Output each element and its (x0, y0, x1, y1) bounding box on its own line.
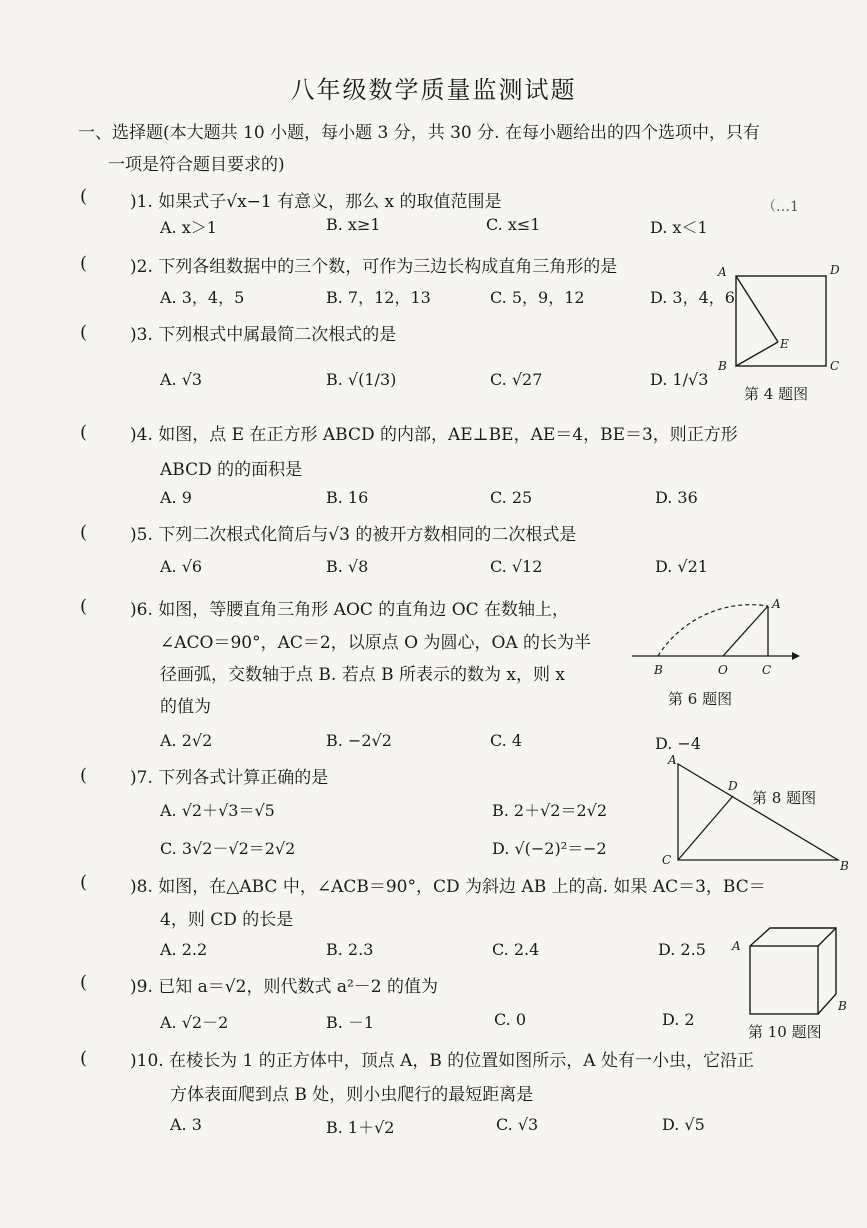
option-b: B. 7，12，13 (326, 288, 431, 307)
answer-paren: ( (80, 872, 88, 893)
question-1 (130, 187, 502, 212)
option-c: C. 3√2－√2＝2√2 (160, 839, 296, 858)
option-c: C. √12 (490, 557, 543, 576)
option-c: C. 0 (494, 1010, 527, 1029)
label-a: A (718, 265, 727, 279)
label-c: C (762, 663, 772, 677)
question-3 (130, 320, 396, 345)
figure-8-caption: 第 8 题图 (752, 789, 817, 807)
option-d: D. 2.5 (658, 940, 706, 959)
answer-paren: ( (80, 596, 88, 617)
label-b: B (654, 663, 663, 677)
option-a: A. 3 (170, 1115, 202, 1134)
question-text: 下列二次根式化简后与√3 的被开方数相同的二次根式是 (158, 525, 577, 545)
answer-paren: ( (80, 322, 88, 343)
label-b: B (840, 859, 849, 873)
question-text-cont: ABCD 的的面积是 (160, 460, 303, 480)
question-number: )4. (130, 425, 153, 445)
option-a: A. 2.2 (160, 940, 208, 959)
question-text-cont: 径画弧，交数轴于点 B. 若点 B 所表示的数为 x，则 x (160, 665, 565, 685)
page-title: 八年级数学质量监测试题 (290, 76, 577, 104)
option-b: B. 1＋√2 (326, 1118, 395, 1137)
figure-10-caption: 第 10 题图 (748, 1023, 822, 1041)
question-text: 已知 a＝√2，则代数式 a²－2 的值为 (158, 977, 439, 997)
question-7 (130, 763, 328, 788)
option-b: B. 2.3 (326, 940, 374, 959)
option-b: B. √(1/3) (326, 370, 397, 389)
question-number: )8. (130, 877, 153, 897)
label-d: D (830, 263, 840, 277)
option-d: D. 36 (655, 488, 698, 507)
label-b: B (718, 359, 727, 373)
option-b: B. √8 (326, 557, 369, 576)
figure-6-numberline (628, 590, 798, 680)
option-a: A. x＞1 (160, 218, 217, 237)
figure-10-cube (728, 920, 853, 1020)
question-text-cont: 方体表面爬到点 B 处，则小虫爬行的最短距离是 (170, 1085, 534, 1105)
option-c: C. 2.4 (492, 940, 540, 959)
option-c: C. √27 (490, 370, 543, 389)
question-text: 在棱长为 1 的正方体中，顶点 A，B 的位置如图所示，A 处有一小虫，它沿正 (169, 1051, 754, 1071)
option-c: C. 4 (490, 731, 523, 750)
question-number: )7. (130, 768, 153, 788)
option-b: B. −2√2 (326, 731, 392, 750)
answer-paren: ( (80, 253, 88, 274)
question-text: 如果式子√x−1 有意义，那么 x 的取值范围是 (158, 192, 502, 212)
option-d: D. −4 (655, 734, 702, 753)
figure-4-square (712, 262, 842, 382)
answer-paren: ( (80, 186, 88, 207)
question-text: 下列各组数据中的三个数，可作为三边长构成直角三角形的是 (158, 257, 618, 277)
question-10 (130, 1046, 754, 1071)
question-text: 下列各式计算正确的是 (158, 768, 329, 788)
option-a: A. 9 (160, 488, 192, 507)
figure-8-triangle (660, 752, 860, 872)
question-number: )5. (130, 525, 153, 545)
option-d: D. √5 (662, 1115, 705, 1134)
answer-paren: ( (80, 522, 88, 543)
option-d: D. 2 (662, 1010, 695, 1029)
question-number: )6. (130, 600, 153, 620)
option-b: B. x≥1 (326, 215, 381, 234)
option-a: A. 3，4，5 (160, 288, 245, 307)
question-6 (130, 595, 569, 620)
answer-paren: ( (80, 765, 88, 786)
question-text: 如图，点 E 在正方形 ABCD 的内部，AE⊥BE，AE＝4，BE＝3，则正方形 (158, 425, 738, 445)
question-text: 下列根式中属最简二次根式的是 (158, 325, 397, 345)
label-c: C (662, 853, 672, 867)
option-a: A. √6 (160, 557, 203, 576)
answer-paren: ( (80, 972, 88, 993)
option-d: D. √21 (655, 557, 708, 576)
section-heading-cont: 一项是符合题目要求的) (108, 155, 285, 175)
label-a: A (772, 597, 781, 611)
question-text: 如图，等腰直角三角形 AOC 的直角边 OC 在数轴上， (158, 600, 570, 620)
option-a: A. √3 (160, 370, 203, 389)
question-text-cont: 4，则 CD 的长是 (160, 910, 294, 930)
figure-6-caption: 第 6 题图 (668, 690, 733, 708)
question-2 (130, 252, 617, 277)
label-e: E (780, 337, 789, 351)
question-number: )9. (130, 977, 153, 997)
option-d: D. 1/√3 (650, 370, 709, 389)
question-9 (130, 972, 438, 997)
option-c: C. √3 (496, 1115, 539, 1134)
option-b: B. 16 (326, 488, 369, 507)
question-text-cont: ∠ACO＝90°，AC＝2，以原点 O 为圆心，OA 的长为半 (160, 633, 592, 653)
figure-4-caption: 第 4 题图 (744, 385, 809, 403)
question-number: )10. (130, 1051, 164, 1071)
question-text-cont: 的值为 (160, 697, 211, 717)
option-d: D. √(−2)²＝−2 (492, 839, 607, 858)
answer-paren: ( (80, 422, 88, 443)
question-number: )1. (130, 192, 153, 212)
label-c: C (830, 359, 840, 373)
label-a: A (668, 753, 677, 767)
label-b: B (838, 999, 847, 1013)
option-c: C. 25 (490, 488, 533, 507)
option-d: D. x＜1 (650, 218, 708, 237)
label-a: A (732, 939, 741, 953)
label-o: O (718, 663, 728, 677)
question-8 (130, 872, 766, 897)
option-b: B. －1 (326, 1013, 375, 1032)
question-number: )3. (130, 325, 153, 345)
option-a: A. √2－2 (160, 1013, 229, 1032)
option-b: B. 2＋√2＝2√2 (492, 801, 608, 820)
label-d: D (728, 779, 738, 793)
option-d: D. 3，4，6 (650, 288, 735, 307)
question-4 (130, 420, 738, 445)
section-heading: 一、选择题(本大题共 10 小题，每小题 3 分，共 30 分. 在每小题给出的四个选项中，只有 (78, 123, 760, 143)
option-c: C. 5，9，12 (490, 288, 585, 307)
option-c: C. x≤1 (486, 215, 541, 234)
question-5 (130, 520, 576, 545)
answer-paren: ( (80, 1048, 88, 1069)
option-a: A. √2＋√3＝√5 (160, 801, 275, 820)
question-number: )2. (130, 257, 153, 277)
option-a: A. 2√2 (160, 731, 213, 750)
question-text: 如图，在△ABC 中，∠ACB＝90°，CD 为斜边 AB 上的高. 如果 AC＝3，BC＝ (158, 877, 766, 897)
margin-note: （…1 (762, 199, 799, 215)
